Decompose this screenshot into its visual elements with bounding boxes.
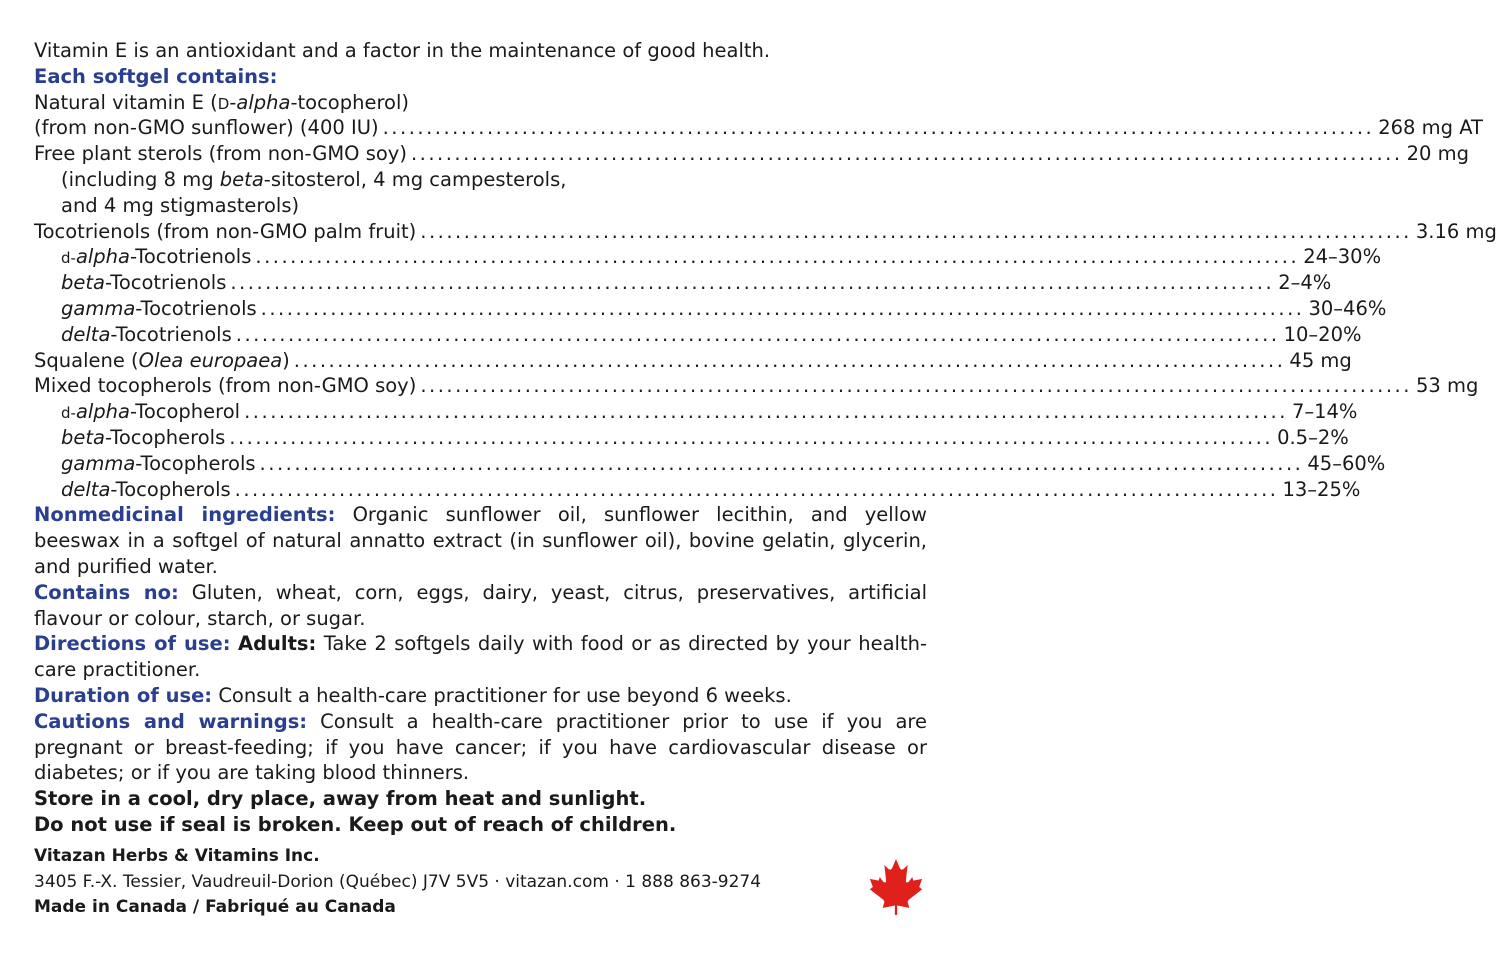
storage-warning: Store in a cool, dry place, away from heat and sunlight.: [34, 787, 647, 811]
sterols-row: [34, 141, 1469, 167]
tocotrienols-sub-item: [34, 322, 1362, 348]
tocopherols-sub-item-value: 7–14%: [1291, 400, 1358, 424]
tocotrienols-sub-item-value: 2–4%: [1278, 271, 1332, 295]
squalene-latin: Olea europaea: [138, 348, 283, 372]
tocopherols-sub-item: [34, 477, 1361, 503]
tocotrienols-sub-item-value: 30–46%: [1308, 296, 1387, 320]
form-prefix: d-: [61, 249, 76, 268]
compound-name: -Tocopherols: [135, 451, 256, 475]
contains-no-text: Gluten, wheat, corn, eggs, dairy, yeast, citrus, preservatives, artificial flavour or colour, starch, or sugar.: [34, 580, 927, 630]
tocopherols-value: 53 mg: [1415, 374, 1479, 398]
each-softgel-heading: Each softgel contains:: [34, 64, 278, 88]
tocopherols-sub-item-label: [61, 425, 225, 451]
compound-name: -Tocopherols: [104, 425, 226, 449]
compound-name: -Tocopherol: [130, 400, 241, 424]
tocotrienols-sub-item-label: [61, 270, 226, 296]
form-name: beta: [61, 271, 105, 295]
duration-paragraph: [34, 683, 927, 709]
sterols-note-line1: [34, 167, 927, 193]
vitamin-e-value: 268 mg AT: [1378, 116, 1483, 140]
leader-dots: ........................................................................................................................: [255, 245, 1300, 269]
cautions-text: Consult a health-care practitioner prior to use if you are pregnant or breast-feeding; if you have cancer; if you have cardiovascular disease or diabetes; or if you are taking blood thinners.: [34, 709, 927, 785]
tocotrienols-sub-item-label: [61, 244, 251, 272]
tocopherols-sub-item-value: 13–25%: [1282, 477, 1361, 501]
nonmedicinal-text: Organic sunflower oil, sunflower lecithin, and yellow beeswax in a softgel of natural annatto extract (in sunflower oil), bovine gelatin, glycerin, and purified water.: [34, 503, 928, 578]
tocotrienols-row: [34, 219, 1497, 245]
sterols-note-line2: and 4 mg stigmasterols): [61, 193, 300, 217]
form-name: alpha: [75, 245, 130, 269]
contains-no-paragraph: [34, 580, 927, 632]
leader-dots: ..................................................................................................................: [420, 374, 1412, 398]
duration-text: Consult a health-care practitioner for use beyond 6 weeks.: [218, 683, 792, 707]
tocopherols-sub-item-label: [61, 399, 240, 427]
compound-name: -Tocotrienols: [110, 322, 232, 346]
leader-dots: ..................................................................................................................: [293, 348, 1286, 372]
tocopherols-row: [34, 373, 1479, 399]
tocopherols-sub-item-label: [61, 477, 231, 503]
squalene-close: ): [282, 348, 290, 372]
sterols-label: Free plant sterols (from non-GMO soy): [34, 142, 407, 166]
vitamin-e-alpha: alpha: [236, 90, 291, 114]
company-block: [34, 844, 927, 921]
cautions-paragraph: [34, 709, 927, 786]
leader-dots: ..................................................................................................................: [420, 219, 1412, 243]
tocotrienols-sub-item: [34, 244, 1382, 270]
vitamin-e-suffix: -tocopherol): [290, 90, 409, 114]
squalene-label: [34, 348, 290, 374]
maple-leaf-icon: [866, 858, 926, 916]
leader-dots: ........................................................................................................................: [230, 271, 1275, 295]
form-name: delta: [61, 477, 111, 501]
leader-dots: ........................................................................................................................: [235, 322, 1280, 346]
directions-heading: Directions of use:: [34, 632, 231, 656]
form-name: gamma: [61, 296, 136, 320]
leader-dots: ..................................................................................................................: [410, 142, 1403, 166]
directions-text: Take 2 softgels daily with food or as directed by your health-care practitioner.: [34, 632, 928, 682]
nonmedicinal-heading: Nonmedicinal ingredients:: [34, 503, 336, 527]
tocotrienols-sub-item: [34, 270, 1332, 296]
cautions-heading: Cautions and warnings:: [34, 709, 308, 733]
seal-warning: Do not use if seal is broken. Keep out of reach of children.: [34, 812, 677, 836]
compound-name: -Tocopherols: [110, 477, 231, 501]
intro-text: Vitamin E is an antioxidant and a factor in the maintenance of good health.: [34, 39, 771, 62]
vitamin-e-d: D: [217, 94, 230, 113]
supplement-label: [34, 38, 1497, 921]
vitamin-e-dash: -: [229, 90, 237, 114]
vitamin-e-prefix: Natural vitamin E (: [34, 90, 218, 114]
tocopherols-sub-item: [34, 399, 1358, 425]
sterols-value: 20 mg: [1406, 142, 1469, 166]
form-prefix: d-: [61, 404, 76, 423]
tocopherols-sub-item-value: 0.5–2%: [1277, 425, 1349, 449]
leader-dots: ........................................................................................................................: [259, 451, 1304, 475]
tocotrienols-sub-item-value: 24–30%: [1303, 245, 1382, 269]
tocotrienols-sub-item-label: [61, 322, 232, 348]
contains-no-heading: Contains no:: [34, 580, 179, 604]
directions-paragraph: [34, 631, 927, 683]
tocotrienols-sub-item: [34, 296, 1387, 322]
made-in: Made in Canada / Fabriqué au Canada: [34, 897, 396, 918]
tocotrienols-sub-item-label: [61, 296, 257, 322]
tocopherols-sublist: [34, 399, 1386, 502]
leader-dots: ........................................................................................................................: [229, 425, 1274, 449]
tocopherols-sub-item: [34, 451, 1386, 477]
form-name: beta: [61, 425, 105, 449]
form-name: alpha: [75, 400, 130, 424]
tocotrienols-sub-item-value: 10–20%: [1283, 322, 1362, 346]
leader-dots: ........................................................................................................................: [234, 477, 1279, 501]
tocotrienols-value: 3.16 mg: [1415, 219, 1497, 243]
company-name: Vitazan Herbs & Vitamins Inc.: [34, 845, 320, 866]
compound-name: -Tocotrienols: [130, 245, 252, 269]
form-name: gamma: [61, 451, 136, 475]
squalene-row: [34, 348, 1352, 374]
leader-dots: ........................................................................................................................: [260, 296, 1305, 320]
form-name: delta: [61, 322, 111, 346]
vitamin-e-line1: [34, 90, 927, 116]
tocopherols-sub-item: [34, 425, 1349, 451]
compound-name: -Tocotrienols: [104, 271, 227, 295]
sterols-note-a: (including 8 mg: [61, 167, 220, 191]
vitamin-e-label: (from non-GMO sunflower) (400 IU): [34, 116, 379, 140]
vitamin-e-row: [34, 115, 1483, 141]
leader-dots: ..................................................................................................................: [382, 116, 1375, 140]
tocopherols-sub-item-value: 45–60%: [1307, 451, 1386, 475]
compound-name: -Tocotrienols: [135, 296, 257, 320]
sterols-note-beta: beta: [219, 167, 264, 191]
tocopherols-sub-item-label: [61, 451, 256, 477]
sterols-note-b: -sitosterol, 4 mg campesterols,: [263, 167, 567, 191]
tocotrienols-sublist: [34, 244, 1387, 347]
tocotrienols-label: Tocotrienols (from non-GMO palm fruit): [34, 219, 417, 243]
duration-heading: Duration of use:: [34, 683, 213, 707]
tocopherols-label: Mixed tocopherols (from non-GMO soy): [34, 374, 417, 398]
squalene-label-text: Squalene (: [34, 348, 139, 372]
nonmedicinal-paragraph: [34, 502, 927, 579]
directions-adults: Adults:: [237, 632, 317, 656]
squalene-value: 45 mg: [1289, 348, 1352, 372]
leader-dots: ........................................................................................................................: [244, 400, 1288, 424]
company-address: 3405 F.-X. Tessier, Vaudreuil-Dorion (Québec) J7V 5V5 · vitazan.com · 1 888 863-9274: [34, 871, 762, 892]
